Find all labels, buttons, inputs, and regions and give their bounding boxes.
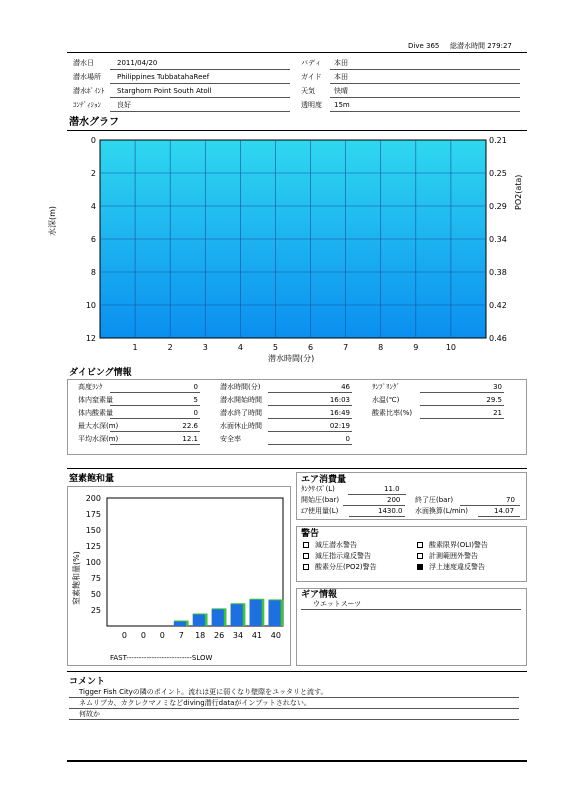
unchecked-box-icon (303, 553, 309, 559)
time-tick-label: 3 (202, 343, 208, 352)
depth-tick-label: 4 (90, 202, 96, 211)
depth-tick-label: 0 (90, 136, 96, 145)
diving-info-label: 最大水深(m) (78, 422, 119, 430)
depth-tick-label: 6 (90, 235, 96, 244)
warning-label: 減圧指示違反警告 (315, 552, 371, 560)
warning-item (303, 541, 357, 550)
checked-box-icon (417, 564, 423, 570)
diving-info-label: 潜水時間(分) (220, 383, 261, 391)
diving-info-label: 潜水終了時間 (220, 409, 262, 417)
warning-label: 酸素限界(OLI)警告 (429, 541, 488, 549)
dive-number: Dive 365 (408, 42, 440, 50)
depth-axis (86, 136, 96, 343)
nitrogen-category-label: 0 (121, 631, 128, 640)
time-tick-label: 8 (378, 343, 384, 352)
warning-label: 浮上速度違反警告 (429, 563, 485, 571)
diving-info-value: 5 (193, 396, 198, 404)
diving-info-value: 46 (341, 383, 350, 391)
po2-tick-label: 0.29 (489, 202, 507, 211)
air-used-value: 1430.0 (378, 507, 403, 515)
start-pressure-label: 開始圧(bar) (301, 496, 340, 504)
time-tick-label: 1 (132, 343, 138, 352)
po2-axis-label: PO2(ata) (514, 174, 523, 210)
diving-info-value: 30 (493, 383, 502, 391)
po2-tick-label: 0.38 (489, 268, 507, 277)
air-used-label: ｴｱ使用量(L) (301, 507, 339, 515)
dive-place-value: Philippines TubbatahaReef (117, 73, 210, 81)
diving-info-label: ｻﾝﾌﾟﾘﾝｸﾞ (372, 383, 400, 391)
warning-item (417, 563, 485, 572)
comment-title: コメント (69, 677, 106, 687)
nitrogen-bar (231, 604, 243, 626)
dive-date-label: 潜水日 (73, 59, 94, 67)
nitrogen-tick-label: 75 (90, 574, 101, 583)
buddy-value: 本田 (334, 59, 348, 67)
fast-slow-label: FAST--------------------------SLOW (110, 654, 213, 662)
nitrogen-category-label: 7 (178, 631, 184, 640)
nitrogen-bar (250, 600, 262, 626)
depth-tick-label: 2 (90, 169, 96, 178)
condition-label: ｺﾝﾃﾞｨｼｮﾝ (73, 101, 101, 109)
diving-info-value: 12.1 (182, 435, 198, 443)
diving-info-label: 高度ﾗﾝｸ (78, 383, 103, 391)
visibility-value: 15m (334, 101, 350, 109)
nitrogen-tick-label: 125 (85, 542, 101, 551)
nitrogen-category-label: 0 (159, 631, 165, 640)
diving-info-label: 潜水開始時間 (220, 396, 262, 404)
warning-label: 計測範囲外警告 (429, 552, 478, 560)
start-pressure-value: 200 (387, 496, 401, 504)
diving-info-value: 21 (493, 409, 502, 417)
time-tick-label: 6 (307, 343, 314, 352)
nitrogen-category-label: 26 (213, 631, 225, 640)
dive-date-value: 2011/04/20 (117, 59, 158, 67)
warning-item (303, 552, 371, 561)
surface-rate-label: 水面換算(L/min) (415, 507, 468, 515)
depth-tick-label: 10 (85, 301, 96, 310)
dive-graph-title: 潜水グラフ (69, 117, 119, 128)
dive-place-label: 潜水場所 (73, 73, 101, 81)
nitrogen-category-label: 0 (140, 631, 146, 640)
gear-title: ギア情報 (301, 590, 338, 600)
guide-value: 本田 (334, 73, 348, 81)
nitrogen-category-label: 40 (270, 631, 281, 640)
po2-tick-label: 0.34 (489, 235, 507, 244)
total-dive-time: 総潜水時間 279:27 (450, 42, 512, 50)
nitrogen-category-label: 18 (195, 631, 206, 640)
unchecked-box-icon (417, 542, 423, 548)
warning-label: 酸素分圧(PO2)警告 (315, 563, 377, 571)
po2-tick-label: 0.46 (489, 334, 507, 343)
time-tick-label: 10 (445, 343, 457, 352)
nitrogen-bar (268, 600, 280, 626)
unchecked-box-icon (303, 542, 309, 548)
buddy-label: バディ (301, 59, 322, 67)
comment-line-2: ネムリブカ、カクレクマノミなどdiving潜行dataがインプットされない。 (79, 699, 311, 707)
time-tick-label: 9 (413, 343, 419, 352)
nitrogen-title: 窒素飽和量 (69, 474, 115, 484)
depth-tick-label: 12 (85, 334, 96, 343)
diving-info-value: 02:19 (329, 422, 350, 430)
po2-tick-label: 0.42 (489, 301, 507, 310)
weather-value: 快晴 (334, 87, 348, 95)
footer-rule (67, 760, 527, 762)
nitrogen-tick-label: 150 (85, 526, 101, 535)
nitrogen-chart (67, 486, 291, 666)
diving-info-value: 0 (193, 409, 198, 417)
nitrogen-axis-label: 窒素飽和量(%) (72, 551, 81, 605)
gear-text: ウエットスーツ (313, 600, 362, 608)
comment-line-1: Tigger Fish Cityの隣のポイント。流れは更に弱くなり壁際をユッタリと流す。 (79, 688, 328, 696)
time-tick-label: 5 (272, 343, 279, 352)
comment-line-3: 何故か (79, 710, 100, 718)
warning-label: 減圧潜水警告 (315, 541, 357, 549)
nitrogen-tick-label: 175 (85, 510, 101, 519)
depth-axis-label: 水深(m) (48, 205, 57, 236)
end-pressure-value: 70 (506, 496, 515, 504)
guide-label: ガイド (301, 73, 322, 81)
end-pressure-label: 終了圧(bar) (415, 496, 454, 504)
depth-tick-label: 8 (90, 268, 96, 277)
diving-info-label: 水面休止時間 (220, 422, 262, 430)
nitrogen-bar (174, 622, 186, 626)
time-tick-label: 4 (237, 343, 243, 352)
diving-info-value: 0 (193, 383, 198, 391)
warning-item (417, 552, 478, 561)
nitrogen-category-label: 41 (251, 631, 263, 640)
nitrogen-tick-label: 100 (85, 558, 101, 567)
diving-info-label: 安全率 (220, 435, 241, 443)
diving-info-value: 22.6 (182, 422, 198, 430)
time-tick-label: 7 (343, 343, 349, 352)
diving-info-label: 平均水深(m) (78, 435, 119, 443)
weather-label: 天気 (301, 87, 315, 95)
warning-item (303, 563, 377, 572)
unchecked-box-icon (417, 553, 423, 559)
time-axis (133, 343, 456, 352)
diving-info-value: 16:03 (329, 396, 350, 404)
dive-point-label: 潜水ﾎﾟｲﾝﾄ (73, 87, 105, 95)
nitrogen-tick-label: 50 (90, 590, 101, 599)
dive-graph (60, 130, 530, 370)
warning-item (417, 541, 488, 550)
diving-info-value: 16:49 (329, 409, 350, 417)
tank-size-label: ﾀﾝｸｻｲｽﾞ(L) (301, 485, 335, 493)
tank-size-value: 11.0 (384, 485, 400, 493)
dive-point-value: Starghorn Point South Atoll (117, 87, 212, 95)
diving-info-value: 0 (345, 435, 350, 443)
nitrogen-tick-label: 25 (90, 606, 101, 615)
po2-tick-label: 0.25 (489, 169, 507, 178)
nitrogen-category-label: 34 (232, 631, 244, 640)
unchecked-box-icon (303, 564, 309, 570)
condition-value: 良好 (117, 101, 131, 109)
diving-info-label: 酸素比率(%) (372, 409, 413, 417)
diving-info-label: 体内窒素量 (78, 396, 113, 404)
nitrogen-bar (193, 614, 205, 626)
po2-tick-label: 0.21 (489, 136, 507, 145)
nitrogen-tick-label: 200 (85, 494, 101, 503)
header-rule (67, 52, 527, 53)
diving-info-label: 体内酸素量 (78, 409, 113, 417)
time-axis-label: 潜水時間(分) (268, 354, 315, 363)
warnings-title: 警告 (301, 529, 320, 539)
po2-axis (489, 136, 507, 343)
surface-rate-value: 14.07 (494, 507, 515, 515)
diving-info-label: 水温(℃) (372, 396, 400, 404)
nitrogen-bar (212, 609, 224, 626)
air-title: エア消費量 (301, 475, 347, 485)
diving-info-title: ダイビング情報 (69, 368, 132, 378)
visibility-label: 透明度 (301, 101, 322, 109)
diving-info-value: 29.5 (486, 396, 502, 404)
time-tick-label: 2 (167, 343, 173, 352)
